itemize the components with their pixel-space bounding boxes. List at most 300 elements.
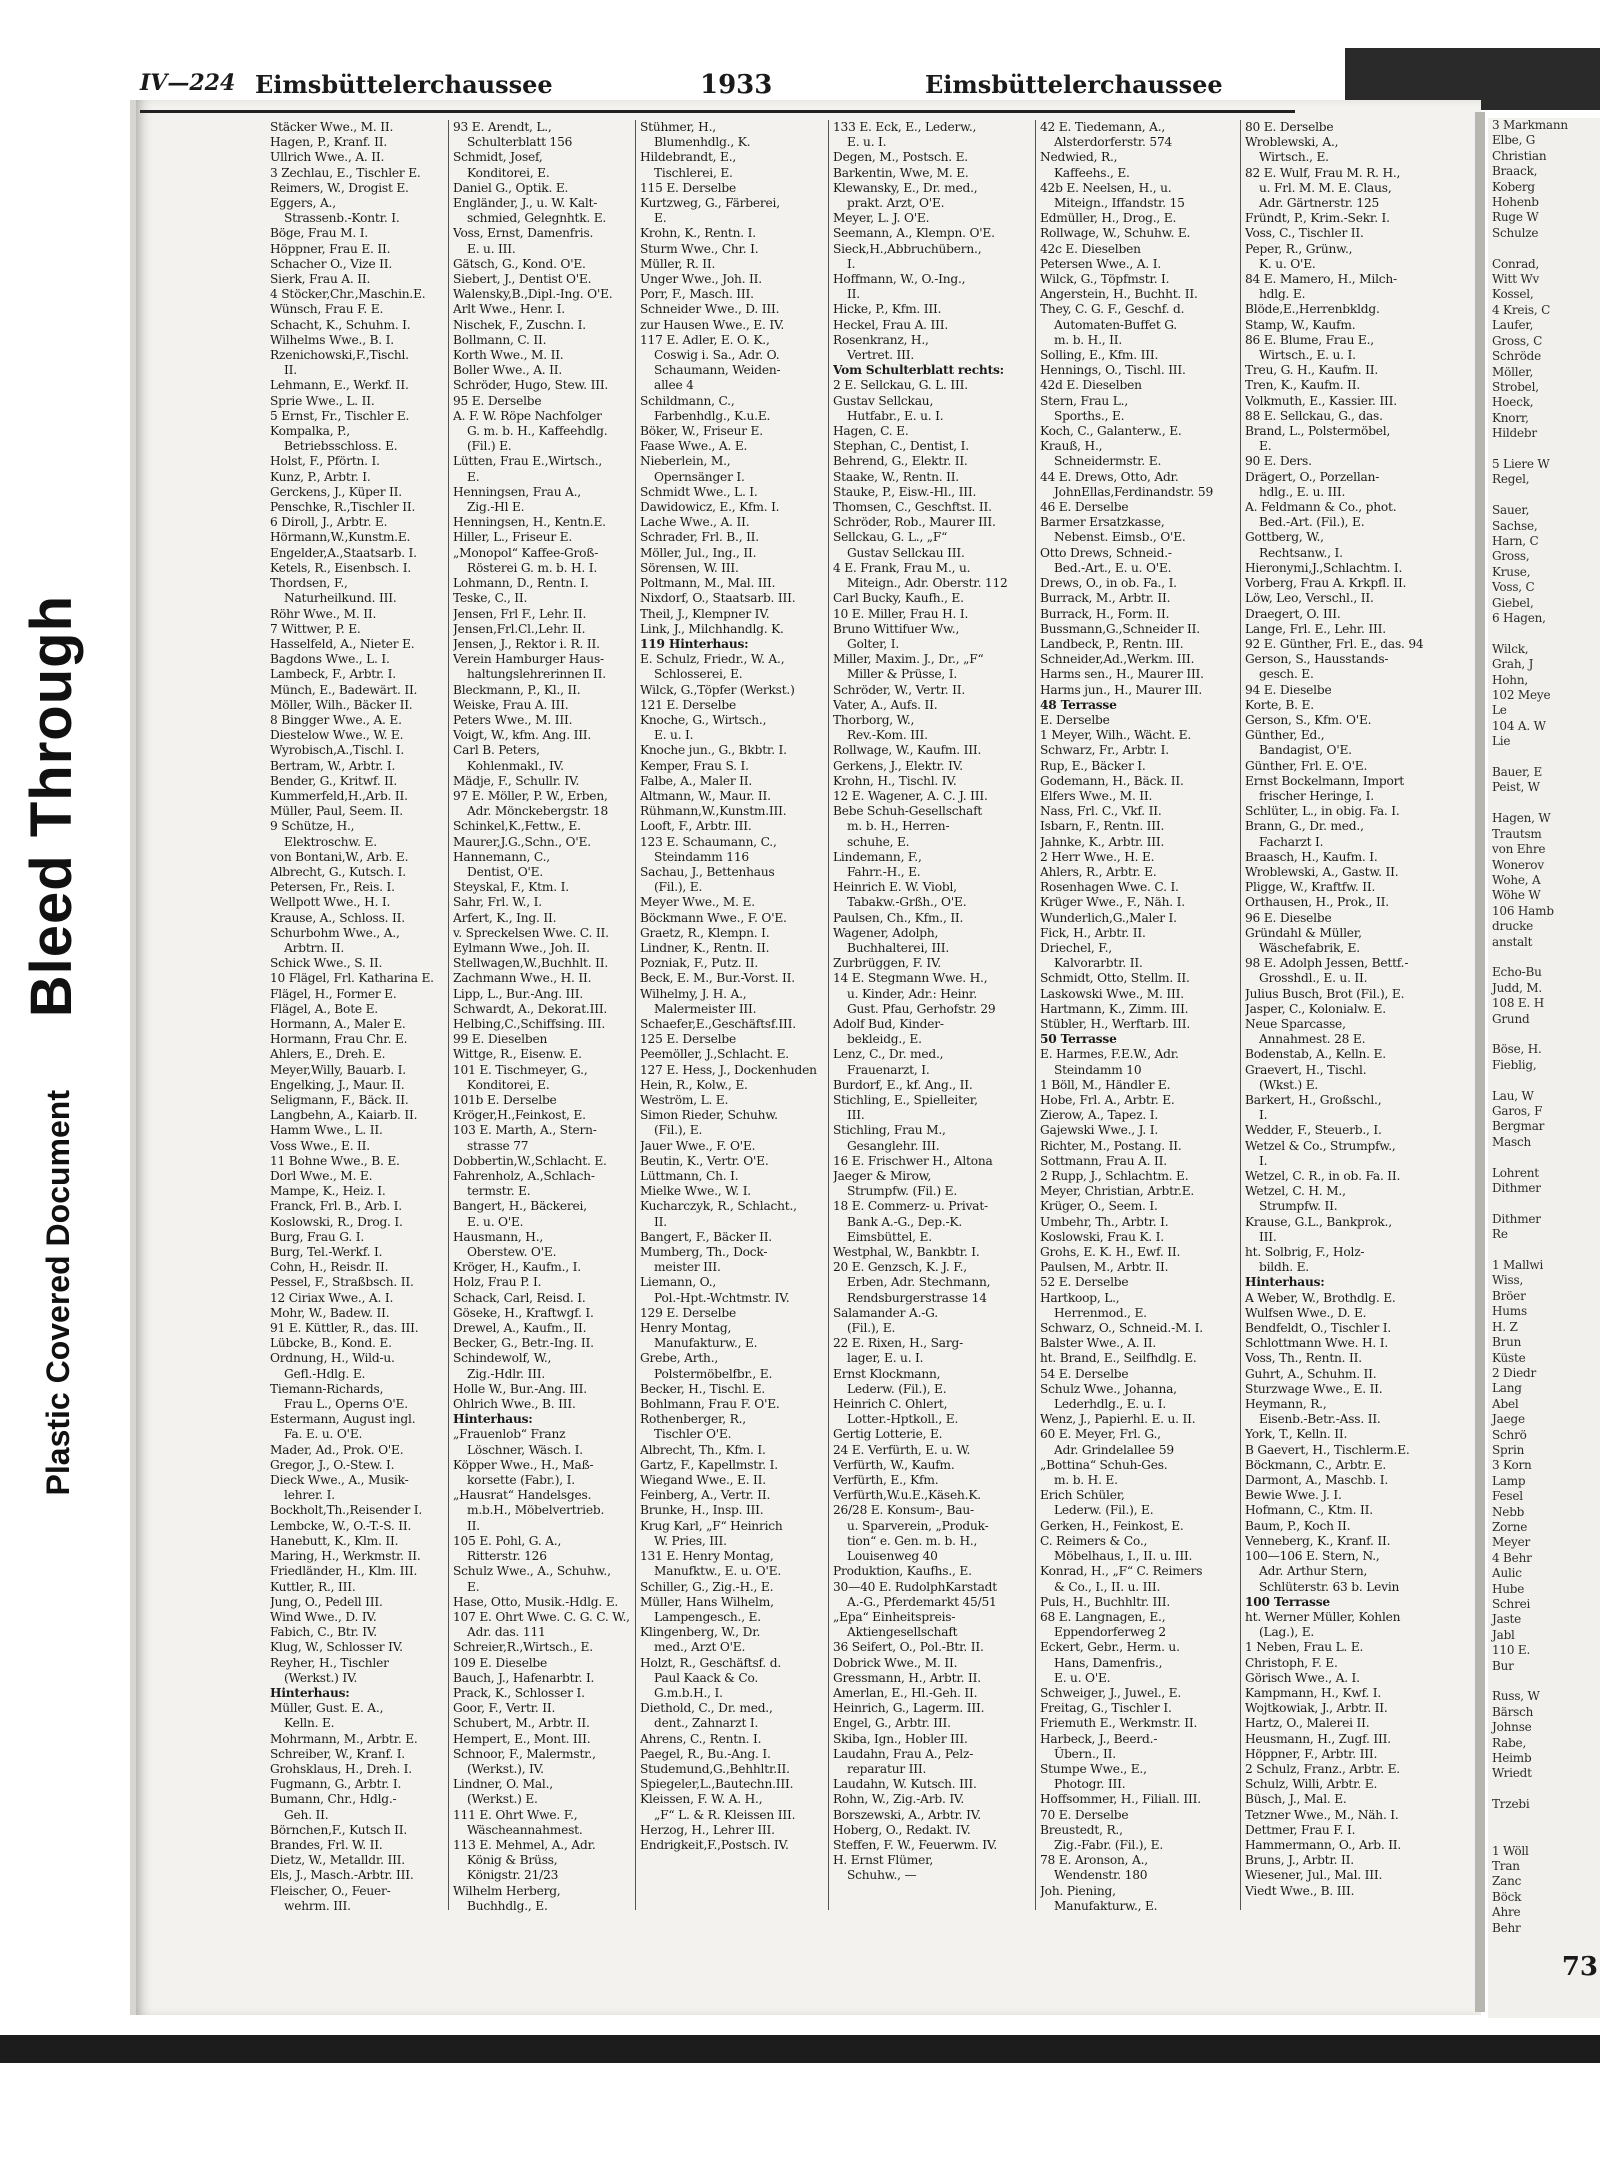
directory-entry: Facharzt I.	[1259, 834, 1324, 849]
directory-entry: 100—106 E. Stern, N.,	[1245, 1549, 1380, 1564]
directory-entry: Müller, Hans Wilhelm,	[640, 1594, 774, 1609]
directory-entry: Koslowski, Frau K. I.	[1040, 1229, 1164, 1244]
facing-page-line: anstalt	[1492, 934, 1533, 949]
directory-entry: Meyer Wwe., M. E.	[640, 895, 755, 910]
facing-page-line: Ahre	[1492, 1905, 1521, 1920]
directory-entry: Wilhelmy, J. H. A.,	[640, 986, 747, 1001]
directory-entry: „Hausrat“ Handelsges.	[453, 1488, 592, 1503]
directory-entry: Strassenb.-Kontr. I.	[284, 211, 400, 226]
directory-entry: 16 E. Frischwer H., Altona	[833, 1153, 993, 1168]
directory-entry: Schneidermstr. E.	[1054, 454, 1162, 469]
directory-entry: reparatur III.	[847, 1761, 927, 1776]
directory-entry: Gartz, F., Kapellmstr. I.	[640, 1457, 778, 1472]
directory-entry: 5 Ernst, Fr., Tischler E.	[270, 408, 410, 423]
directory-entry: Bebe Schuh-Gesellschaft	[833, 804, 983, 819]
facing-page-line: Trautsm	[1492, 826, 1542, 841]
directory-entry: Beutin, K., Vertr. O'E.	[640, 1153, 769, 1168]
directory-entry: Hobe, Frl. A., Arbtr. E.	[1040, 1093, 1175, 1107]
directory-entry: Günther, Frl. E. O'E.	[1245, 758, 1368, 773]
facing-page-line: Hoeck,	[1492, 395, 1534, 410]
directory-entry: Polstermöbelfbr., E.	[654, 1366, 773, 1381]
directory-entry: Krug Karl, „F“ Heinrich	[640, 1518, 783, 1533]
directory-entry: 111 E. Ohrt Wwe. F.,	[453, 1807, 578, 1822]
directory-entry: Hormann, Frau Chr. E.	[270, 1032, 408, 1047]
directory-entry: Wiegand Wwe., E. II.	[640, 1473, 766, 1488]
directory-entry: Hase, Otto, Musik.-Hdlg. E.	[453, 1594, 619, 1609]
directory-entry: Seligmann, F., Bäck. II.	[270, 1093, 409, 1107]
directory-entry: Müller, Gust. E. A.,	[270, 1701, 384, 1716]
directory-entry: Höppner, F., Arbtr. III.	[1245, 1746, 1378, 1761]
facing-page-line: Möller,	[1492, 364, 1534, 379]
facing-page-line: 6 Hagen,	[1492, 611, 1546, 625]
facing-page-line	[1488, 1828, 1600, 1843]
facing-page-line: 110 E.	[1492, 1643, 1531, 1658]
directory-entry: C. Reimers & Co.,	[1040, 1533, 1148, 1548]
directory-entry: 100 Terrasse	[1245, 1594, 1330, 1609]
directory-entry: 14 E. Stegmann Wwe. H.,	[833, 971, 988, 986]
facing-page-line: Fesel	[1492, 1489, 1523, 1504]
directory-entry: B Gaevert, H., Tischlerm.E.	[1245, 1442, 1410, 1457]
directory-entry: JohnEllas,Ferdinandstr. 59	[1054, 484, 1213, 499]
directory-entry: Hofmann, C., Ktm. II.	[1245, 1503, 1373, 1518]
directory-entry: Sachau, J., Bettenhaus	[640, 864, 775, 879]
directory-entry: Fugmann, G., Arbtr. I.	[270, 1777, 402, 1792]
directory-entry: 46 E. Derselbe	[1040, 500, 1129, 515]
directory-entry: Gesanglehr. III.	[847, 1138, 940, 1153]
directory-entry: u. Frl. M. M. E. Claus,	[1259, 180, 1392, 195]
directory-entry: Harms sen., H., Maurer III.	[1040, 667, 1204, 682]
directory-entry: Frau L., Operns O'E.	[284, 1397, 408, 1412]
directory-entry: Verfürth, E., Kfm.	[833, 1473, 939, 1488]
directory-entry: Lehmann, E., Werkf. II.	[270, 378, 409, 393]
directory-entry: A. F. W. Röpe Nachfolger	[453, 408, 602, 423]
directory-entry: Henningsen, H., Kentn.E.	[453, 515, 606, 530]
directory-entry: Amerlan, E., Hl.-Geh. II.	[833, 1685, 978, 1700]
directory-entry: Fabich, C., Btr. IV.	[270, 1625, 377, 1640]
facing-page-line: Bergmar	[1492, 1119, 1545, 1134]
directory-entry: Rollwage, W., Kaufm. III.	[833, 743, 982, 758]
directory-entry: Jauer Wwe., F. O'E.	[640, 1138, 756, 1153]
facing-page-line: Hums	[1492, 1304, 1527, 1319]
directory-entry: Nass, Frl. C., Vkf. II.	[1040, 804, 1162, 819]
directory-entry: Nebenst. Eimsb., O'E.	[1054, 530, 1186, 545]
directory-entry: Wetzel, C. H. M.,	[1245, 1184, 1346, 1199]
directory-entry: Heinrich C. Ohlert,	[833, 1397, 948, 1412]
directory-entry: 2 Herr Wwe., H. E.	[1040, 849, 1155, 864]
directory-entry: Gründahl & Müller,	[1245, 925, 1362, 940]
directory-entry: E. u. O'E.	[467, 1214, 524, 1229]
directory-entry: Holz, Frau P. I.	[453, 1275, 542, 1290]
directory-entry: Thomsen, C., Geschftst. II.	[833, 500, 992, 515]
directory-entry: Arfert, K., Ing. II.	[453, 910, 557, 925]
directory-entry: Salamander A.-G.	[833, 1305, 938, 1320]
directory-entry: Drews, O., in ob. Fa., I.	[1040, 576, 1177, 591]
directory-entry: Zig.-Hdlr. III.	[467, 1366, 546, 1381]
directory-entry: Arbtrn. II.	[284, 940, 345, 955]
directory-entry: Flägel, A., Bote E.	[270, 1001, 378, 1016]
directory-entry: Ohlrich Wwe., B. III.	[453, 1397, 576, 1412]
directory-entry: Bollmann, C. II.	[453, 332, 547, 347]
directory-entry: Lambeck, F., Arbtr. I.	[270, 667, 396, 682]
directory-entry: Studemund,G.,Behhltr.II.	[640, 1761, 790, 1776]
directory-entry: Rühmann,W.,Kunstm.III.	[640, 804, 787, 819]
directory-entry: Meyer,Willy, Bauarb. I.	[270, 1062, 406, 1077]
directory-entry: Kalvorarbtr. II.	[1054, 956, 1143, 971]
directory-entry: 52 E. Derselbe	[1040, 1275, 1129, 1290]
directory-column-3	[640, 120, 825, 1920]
directory-entry: 119 Hinterhaus:	[640, 636, 749, 651]
directory-entry: (Fil.), E.	[847, 1321, 896, 1336]
directory-entry: Unger Wwe., Joh. II.	[640, 272, 762, 287]
directory-entry: Stübler, H., Werftarb. III.	[1040, 1016, 1191, 1031]
directory-entry: Daniel G., Optik. E.	[453, 180, 569, 195]
directory-entry: Edmüller, H., Drog., E.	[1040, 211, 1177, 226]
directory-entry: 26/28 E. Konsum-, Bau-	[833, 1503, 974, 1518]
directory-entry: Schacht, K., Schuhm. I.	[270, 317, 411, 332]
directory-entry: Nedwied, R.,	[1040, 150, 1118, 165]
directory-entry: Drewel, A., Kaufm., II.	[453, 1321, 587, 1336]
directory-entry: Kummerfeld,H.,Arb. II.	[270, 788, 408, 803]
directory-entry: II.	[847, 287, 860, 302]
directory-entry: E.	[467, 469, 480, 484]
directory-entry: Lipp, L., Bur.-Ang. III.	[453, 986, 584, 1001]
directory-entry: Hildebrandt, E.,	[640, 150, 737, 165]
directory-entry: Schreiber, W., Kranf. I.	[270, 1746, 405, 1761]
directory-entry: Schnoor, F., Malermstr.,	[453, 1746, 596, 1761]
directory-entry: Hempert, E., Mont. III.	[453, 1731, 591, 1746]
directory-entry: Produktion, Kaufhs., E.	[833, 1564, 972, 1579]
directory-entry: Bed.-Art., E. u. O'E.	[1054, 560, 1172, 575]
facing-page-line: Schrei	[1492, 1597, 1531, 1611]
directory-entry: Ordnung, H., Wild-u.	[270, 1351, 395, 1366]
directory-entry: Bodenstab, A., Kelln. E.	[1245, 1047, 1386, 1062]
directory-entry: Klug, W., Schlosser IV.	[270, 1640, 403, 1655]
directory-entry: Pessel, F., Straßbsch. II.	[270, 1275, 414, 1290]
facing-page-line: von Ehre	[1492, 842, 1546, 857]
facing-page-line: Rabe,	[1492, 1735, 1527, 1750]
directory-entry: 44 E. Drews, Otto, Adr.	[1040, 469, 1179, 484]
directory-entry: Schubert, M., Arbtr. II.	[453, 1716, 590, 1731]
directory-entry: Schinkel,K.,Fettw., E.	[453, 819, 581, 834]
directory-entry: Drägert, O., Porzellan-	[1245, 469, 1380, 484]
plastic-covered-label: Plastic Covered Document	[40, 1090, 76, 1496]
directory-entry: Schacher O., Vize II.	[270, 256, 393, 271]
directory-entry: frischer Heringe, I.	[1259, 788, 1374, 803]
directory-entry: 60 E. Meyer, Frl. G.,	[1040, 1427, 1161, 1442]
directory-entry: prakt. Arzt, O'E.	[847, 196, 945, 211]
directory-entry: Fa. E. u. O'E.	[284, 1427, 363, 1442]
facing-page-line: Wonerov	[1492, 857, 1544, 872]
directory-entry: Dorl Wwe., M. E.	[270, 1169, 373, 1184]
directory-entry: Mielke Wwe., W. I.	[640, 1184, 751, 1199]
directory-entry: bildh. E.	[1259, 1260, 1309, 1275]
column-divider	[448, 120, 449, 1910]
directory-entry: Ahlers, E., Dreh. E.	[270, 1047, 386, 1062]
directory-entry: Reyher, H., Tischler	[270, 1655, 389, 1670]
directory-entry: Eimsbüttel, E.	[847, 1229, 932, 1244]
facing-page-line: Brun	[1492, 1335, 1522, 1350]
directory-entry: Münch, E., Badewärt. II.	[270, 682, 418, 697]
facing-page-line: Schröde	[1492, 349, 1542, 364]
facing-page-line: Harn, C	[1492, 533, 1539, 548]
directory-entry: 98 E. Adolph Jessen, Bettf.-	[1245, 956, 1409, 971]
directory-entry: Elektroschw. E.	[284, 834, 377, 849]
directory-entry: Steindamm 116	[654, 849, 749, 864]
facing-page-line: Fieblig,	[1492, 1057, 1537, 1072]
directory-entry: Lindner, K., Rentn. II.	[640, 940, 770, 955]
directory-entry: 103 E. Marth, A., Stern-	[453, 1123, 597, 1138]
directory-entry: Jensen, Frl F., Lehr. II.	[453, 606, 587, 621]
directory-entry: Westphal, W., Bankbtr. I.	[833, 1245, 980, 1260]
directory-entry: Krüger Wwe., F., Näh. I.	[1040, 895, 1185, 910]
facing-page-line	[1488, 241, 1600, 256]
directory-entry: Adr. das. 111	[467, 1625, 546, 1640]
directory-entry: Falbe, A., Maler II.	[640, 773, 753, 788]
directory-entry: (Lag.), E.	[1259, 1625, 1315, 1640]
facing-page-line: Schrö	[1492, 1427, 1527, 1442]
directory-entry: Wetzel & Co., Strumpfw.,	[1245, 1138, 1396, 1153]
directory-entry: Möller, Wilh., Bäcker II.	[270, 697, 413, 712]
directory-entry: Opernsänger I.	[654, 469, 745, 484]
directory-entry: A. Feldmann & Co., phot.	[1245, 500, 1397, 515]
street-title-right: Eimsbüttelerchaussee	[925, 70, 1223, 99]
directory-entry: Heinrich E. W. Viobl,	[833, 880, 957, 895]
directory-entry: Eppendorferweg 2	[1054, 1625, 1166, 1640]
directory-entry: Schrader, Frl. B., II.	[640, 530, 759, 545]
directory-entry: 121 E. Derselbe	[640, 697, 736, 712]
directory-entry: 36 Seifert, O., Pol.-Btr. II.	[833, 1640, 984, 1655]
facing-page-line: Böse, H.	[1492, 1042, 1542, 1057]
directory-entry: Wroblewski, A.,	[1245, 135, 1339, 150]
directory-entry: haltungslehrerinnen II.	[467, 667, 606, 682]
directory-entry: Lohmann, D., Rentn. I.	[453, 576, 589, 591]
directory-entry: Bleckmann, P., Kl., II.	[453, 682, 581, 697]
directory-entry: Peters Wwe., M. III.	[453, 712, 573, 727]
directory-entry: 42d E. Dieselben	[1040, 378, 1142, 393]
directory-entry: Sierk, Frau A. II.	[270, 272, 371, 287]
directory-entry: Coswig i. Sa., Adr. O.	[654, 348, 780, 363]
directory-entry: Braasch, H., Kaufm. I.	[1245, 849, 1378, 864]
directory-entry: Mädje, F., Schullr. IV.	[453, 773, 580, 788]
directory-entry: Blumenhdlg., K.	[654, 135, 751, 150]
directory-entry: Petersen Wwe., A. I.	[1040, 256, 1162, 271]
directory-entry: Gerckens, J., Küper II.	[270, 484, 402, 499]
directory-entry: Kleissen, F. W. A. H.,	[640, 1792, 763, 1807]
directory-entry: Miller, Maxim. J., Dr., „F“	[833, 652, 984, 667]
directory-entry: Ritterstr. 126	[467, 1549, 547, 1564]
directory-entry: 10 E. Miller, Frau H. I.	[833, 606, 969, 621]
directory-entry: Becker, H., Tischl. E.	[640, 1381, 766, 1396]
directory-entry: Solling, E., Kfm. III.	[1040, 348, 1159, 363]
directory-entry: Krohn, H., Tischl. IV.	[833, 773, 957, 788]
directory-entry: Krohn, K., Rentn. I.	[640, 226, 756, 241]
directory-entry: gesch. E.	[1259, 667, 1314, 682]
directory-entry: (Werkst.), IV.	[467, 1761, 544, 1776]
directory-entry: König & Brüss,	[467, 1853, 558, 1868]
directory-entry: Angerstein, H., Buchht. II.	[1040, 287, 1198, 302]
directory-entry: (Fil.), E.	[654, 880, 703, 895]
directory-entry: Hinterhaus:	[1245, 1275, 1325, 1290]
directory-entry: Koch, C., Galanterw., E.	[1040, 424, 1182, 439]
directory-entry: They, C. G. F., Geschf. d.	[1040, 302, 1185, 317]
directory-entry: Müller, Paul, Seem. II.	[270, 804, 403, 819]
directory-entry: Frauenarzt, I.	[847, 1062, 930, 1077]
directory-entry: Tischler O'E.	[654, 1427, 732, 1442]
directory-entry: Lampengesch., E.	[654, 1609, 761, 1624]
facing-page-line	[1488, 1243, 1600, 1258]
directory-entry: Miteign., Iffandstr. 15	[1054, 196, 1185, 211]
column-divider	[1035, 120, 1036, 1910]
directory-entry: Petersen, Fr., Reis. I.	[270, 880, 395, 895]
facing-page-line: Lau, W	[1492, 1088, 1534, 1103]
directory-entry: Jahnke, K., Arbtr. III.	[1040, 834, 1165, 849]
facing-page-line: 5 Liere W	[1492, 456, 1550, 471]
directory-entry: Vater, A., Aufs. II.	[833, 697, 938, 712]
directory-entry: Lenz, C., Dr. med.,	[833, 1047, 944, 1062]
directory-entry: Brunke, H., Insp. III.	[640, 1503, 764, 1518]
directory-entry: Konrad, H., „F“ C. Reimers	[1040, 1564, 1203, 1579]
directory-entry: Degen, M., Postsch. E.	[833, 150, 968, 165]
directory-entry: Estermann, August ingl.	[270, 1412, 416, 1427]
directory-entry: Flägel, H., Former E.	[270, 986, 397, 1001]
directory-entry: Ullrich Wwe., A. II.	[270, 150, 385, 165]
directory-entry: Hausmann, H.,	[453, 1229, 544, 1244]
directory-entry: Altmann, W., Maur. II.	[640, 788, 771, 803]
facing-page-line: Echo-Bu	[1492, 965, 1542, 980]
directory-entry: Buchhalterei, III.	[847, 940, 950, 955]
directory-entry: v. Spreckelsen Wwe. C. II.	[453, 925, 609, 940]
directory-entry: Krauß, H.,	[1040, 439, 1103, 454]
directory-entry: 92 E. Günther, Frl. E., das. 94	[1245, 636, 1424, 651]
directory-entry: Schulz Wwe., Johanna,	[1040, 1381, 1177, 1396]
directory-entry: 109 E. Dieselbe	[453, 1655, 548, 1670]
facing-page-line: Jaste	[1492, 1612, 1522, 1627]
facing-page-fragment	[1488, 118, 1600, 2018]
directory-entry: Kohlenmakl., IV.	[467, 758, 564, 773]
directory-entry: Löschner, Wäsch. I.	[467, 1442, 583, 1457]
directory-entry: Zurbrüggen, F. IV.	[833, 956, 942, 971]
directory-entry: korsette (Fabr.), I.	[467, 1473, 575, 1488]
directory-entry: Siebert, J., Dentist O'E.	[453, 272, 592, 287]
directory-entry: 125 E. Derselbe	[640, 1032, 736, 1047]
directory-entry: Betriebsschloss. E.	[284, 439, 398, 454]
directory-entry: Kunz, P., Arbtr. I.	[270, 469, 371, 484]
directory-entry: Guhrt, A., Schuhm. II.	[1245, 1366, 1377, 1381]
directory-entry: Wilhelms Wwe., B. I.	[270, 332, 394, 347]
directory-entry: Tren, K., Kaufm. II.	[1245, 378, 1361, 393]
directory-entry: Thordsen, F.,	[270, 576, 348, 591]
directory-entry: Faase Wwe., A. E.	[640, 439, 748, 454]
directory-entry: Gajewski Wwe., J. I.	[1040, 1123, 1159, 1138]
directory-entry: Maurer,J.G.,Schn., O'E.	[453, 834, 591, 849]
directory-entry: Hannemann, C.,	[453, 849, 550, 864]
directory-entry: Prack, K., Schlosser I.	[453, 1685, 585, 1700]
directory-entry: Kröger,H.,Feinkost, E.	[453, 1108, 586, 1123]
directory-entry: Korte, B. E.	[1245, 697, 1314, 712]
directory-entry: Rendsburgerstrasse 14	[847, 1290, 987, 1305]
directory-entry: 2 Rupp, J., Schlachtm. E.	[1040, 1169, 1189, 1184]
directory-entry: Konditorei, E.	[467, 1077, 550, 1092]
directory-entry: 50 Terrasse	[1040, 1032, 1117, 1047]
directory-entry: Kurtzweg, G., Färberei,	[640, 196, 780, 211]
facing-page-line: Böck	[1492, 1889, 1522, 1904]
directory-entry: Fahrr.-H., E.	[847, 864, 921, 879]
column-divider	[828, 120, 829, 1910]
directory-entry: Böge, Frau M. I.	[270, 226, 369, 241]
facing-page-line: 4 Behr	[1492, 1550, 1532, 1565]
facing-page-line: Wiss,	[1492, 1273, 1524, 1288]
facing-page-line: 3 Korn	[1492, 1458, 1532, 1473]
facing-page-line	[1488, 626, 1600, 641]
directory-entry: Lembcke, W., O.-T.-S. II.	[270, 1518, 412, 1533]
directory-entry: Automaten-Buffet G.	[1054, 317, 1177, 332]
directory-column-2	[453, 120, 632, 1920]
directory-entry: Bauch, J., Hafenarbtr. I.	[453, 1670, 595, 1685]
directory-entry: Schweiger, J., Juwel., E.	[1040, 1685, 1182, 1700]
facing-page-line: Dithmer	[1492, 1181, 1541, 1196]
directory-entry: Gefl.-Hdlg. E.	[284, 1366, 366, 1381]
directory-entry: Dawidowicz, E., Kfm. I.	[640, 500, 780, 515]
directory-entry: Strumpfw. II.	[1259, 1199, 1338, 1214]
directory-entry: Ketels, R., Eisenbsch. I.	[270, 560, 412, 575]
directory-entry: Sörensen, W. III.	[640, 560, 739, 575]
directory-entry: Voss, Ernst, Damenfris.	[453, 226, 594, 241]
directory-entry: Barkentin, Wwe, M. E.	[833, 165, 969, 180]
facing-page-line: Russ, W	[1492, 1689, 1540, 1704]
directory-entry: Umbehr, Th., Arbtr. I.	[1040, 1214, 1169, 1229]
directory-entry: (Fil.) E.	[467, 439, 512, 454]
directory-entry: Pligge, W., Kraftfw. II.	[1245, 880, 1376, 895]
facing-page-line: Hohenb	[1492, 195, 1539, 210]
directory-entry: Zig.-Hl E.	[467, 500, 525, 515]
directory-entry: Dentist, O'E.	[467, 864, 544, 879]
directory-entry: 95 E. Derselbe	[453, 393, 542, 408]
directory-entry: Tabakw.-Grßh., O'E.	[847, 895, 967, 910]
directory-entry: Carl B. Peters,	[453, 743, 540, 758]
directory-entry: 133 E. Eck, E., Lederw.,	[833, 120, 977, 134]
directory-entry: Hartkoop, L.,	[1040, 1290, 1120, 1305]
facing-page-line: Dithmer	[1492, 1211, 1541, 1226]
directory-entry: Boller Wwe., A. II.	[453, 363, 563, 378]
facing-page-line	[1488, 1674, 1600, 1689]
directory-entry: Mampe, K., Heiz. I.	[270, 1184, 386, 1199]
directory-entry: Godemann, H., Bäck. II.	[1040, 773, 1184, 788]
directory-entry: Mohrmann, M., Arbtr. E.	[270, 1731, 418, 1746]
directory-entry: Sottmann, Frau A. II.	[1040, 1153, 1167, 1168]
directory-entry: Hoffmann, W., O.-Ing.,	[833, 272, 966, 287]
directory-entry: 97 E. Möller, P. W., Erben,	[453, 788, 608, 803]
directory-entry: Sturzwage Wwe., E. II.	[1245, 1381, 1383, 1396]
directory-entry: Grohs, E. K. H., Ewf. II.	[1040, 1245, 1181, 1260]
facing-page-line: Sauer,	[1492, 503, 1530, 518]
directory-entry: Spiegeler,L.,Bautechn.III.	[640, 1777, 794, 1792]
directory-entry: Jung, O., Pedell III.	[270, 1594, 383, 1609]
directory-entry: Hoffsommer, H., Filiall. III.	[1040, 1792, 1201, 1807]
directory-entry: Eylmann Wwe., Joh. II.	[453, 940, 590, 955]
facing-page-line: Lang	[1492, 1381, 1522, 1396]
directory-entry: Engländer, J., u. W. Kalt-	[453, 196, 598, 211]
directory-entry: Adr. Mönckebergstr. 18	[467, 804, 609, 819]
directory-entry: Wirtsch., E.	[1259, 150, 1329, 165]
directory-entry: Gerson, S., Kfm. O'E.	[1245, 712, 1372, 727]
directory-entry: strasse 77	[467, 1138, 529, 1153]
facing-page-line: Lamp	[1492, 1473, 1526, 1488]
directory-entry: Eisenb.-Betr.-Ass. II.	[1259, 1412, 1381, 1427]
directory-entry: Sprie Wwe., L. II.	[270, 393, 375, 408]
facing-page-line: Zorne	[1492, 1519, 1528, 1534]
directory-entry: Meyer, L. J. O'E.	[833, 211, 930, 226]
directory-entry: Ahlers, R., Arbtr. E.	[1040, 864, 1157, 879]
